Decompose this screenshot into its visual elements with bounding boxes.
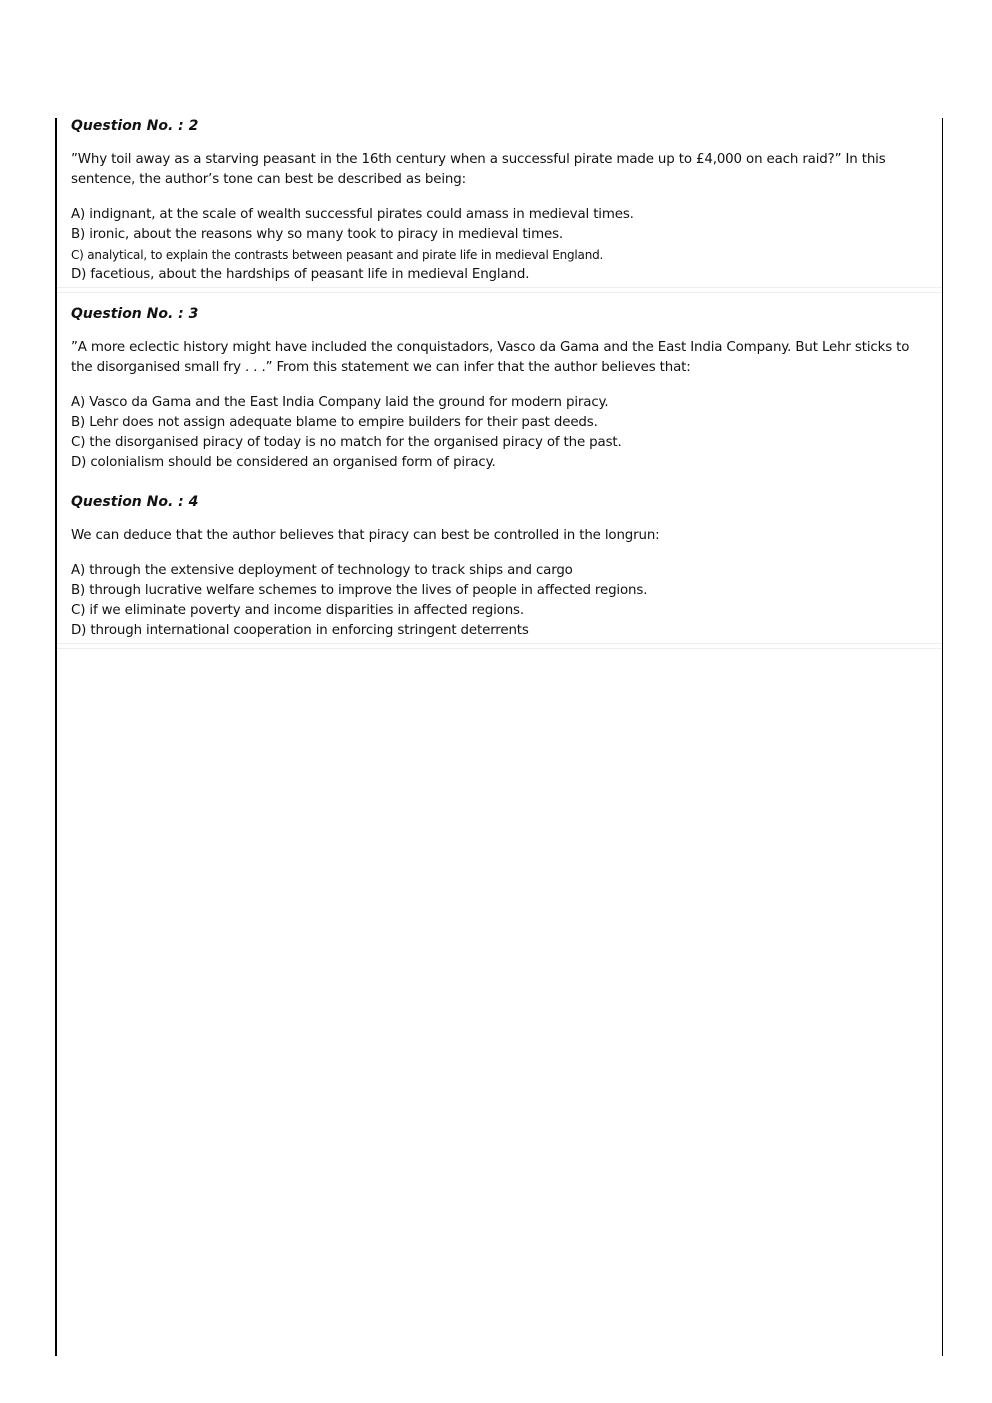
- question-title: Question No. : 3: [71, 306, 199, 322]
- question-separator: [57, 287, 942, 288]
- option-a: A) through the extensive deployment of technology to track ships and cargo: [71, 563, 573, 578]
- question-text: ”Why toil away as a starving peasant in the 16th century when a successful pirate made up to £4,000 on each raid?” In this sentence, the author’s tone can best be described as being:: [71, 152, 886, 187]
- question-separator: [57, 643, 942, 644]
- option-d: D) facetious, about the hardships of peasant life in medieval England.: [71, 267, 530, 282]
- option-b: B) ironic, about the reasons why so many took to piracy in medieval times.: [71, 227, 564, 242]
- question-separator: [57, 648, 942, 649]
- question-title: Question No. : 2: [71, 118, 199, 134]
- option-a: A) indignant, at the scale of wealth successful pirates could amass in medieval times.: [71, 207, 634, 222]
- question-text: ”A more eclectic history might have included the conquistadors, Vasco da Gama and the East India Company. But Lehr sticks to the disorganised small fry . . .” From this statement we can infer that the author believes that:: [71, 340, 910, 375]
- question-4: [71, 492, 660, 641]
- option-d: D) colonialism should be considered an organised form of piracy.: [71, 455, 496, 470]
- option-b: B) Lehr does not assign adequate blame to empire builders for their past deeds.: [71, 415, 598, 430]
- option-c: C) if we eliminate poverty and income disparities in affected regions.: [71, 603, 524, 618]
- question-title: Question No. : 4: [71, 494, 199, 510]
- question-text: We can deduce that the author believes that piracy can best be controlled in the longrun:: [71, 528, 660, 543]
- question-separator: [57, 292, 942, 293]
- page-border-right: [942, 118, 943, 1356]
- option-d: D) through international cooperation in enforcing stringent deterrents: [71, 623, 529, 638]
- question-3: [71, 304, 933, 473]
- option-c: C) analytical, to explain the contrasts between peasant and pirate life in medieval England.: [71, 248, 604, 262]
- option-a: A) Vasco da Gama and the East India Company laid the ground for modern piracy.: [71, 395, 609, 410]
- option-list: [71, 561, 660, 641]
- question-2: [71, 116, 933, 285]
- option-c: C) the disorganised piracy of today is no match for the organised piracy of the past.: [71, 435, 622, 450]
- option-list: [71, 205, 933, 285]
- option-list: [71, 393, 933, 473]
- option-b: B) through lucrative welfare schemes to improve the lives of people in affected regions.: [71, 583, 648, 598]
- page-border-left: [55, 118, 57, 1356]
